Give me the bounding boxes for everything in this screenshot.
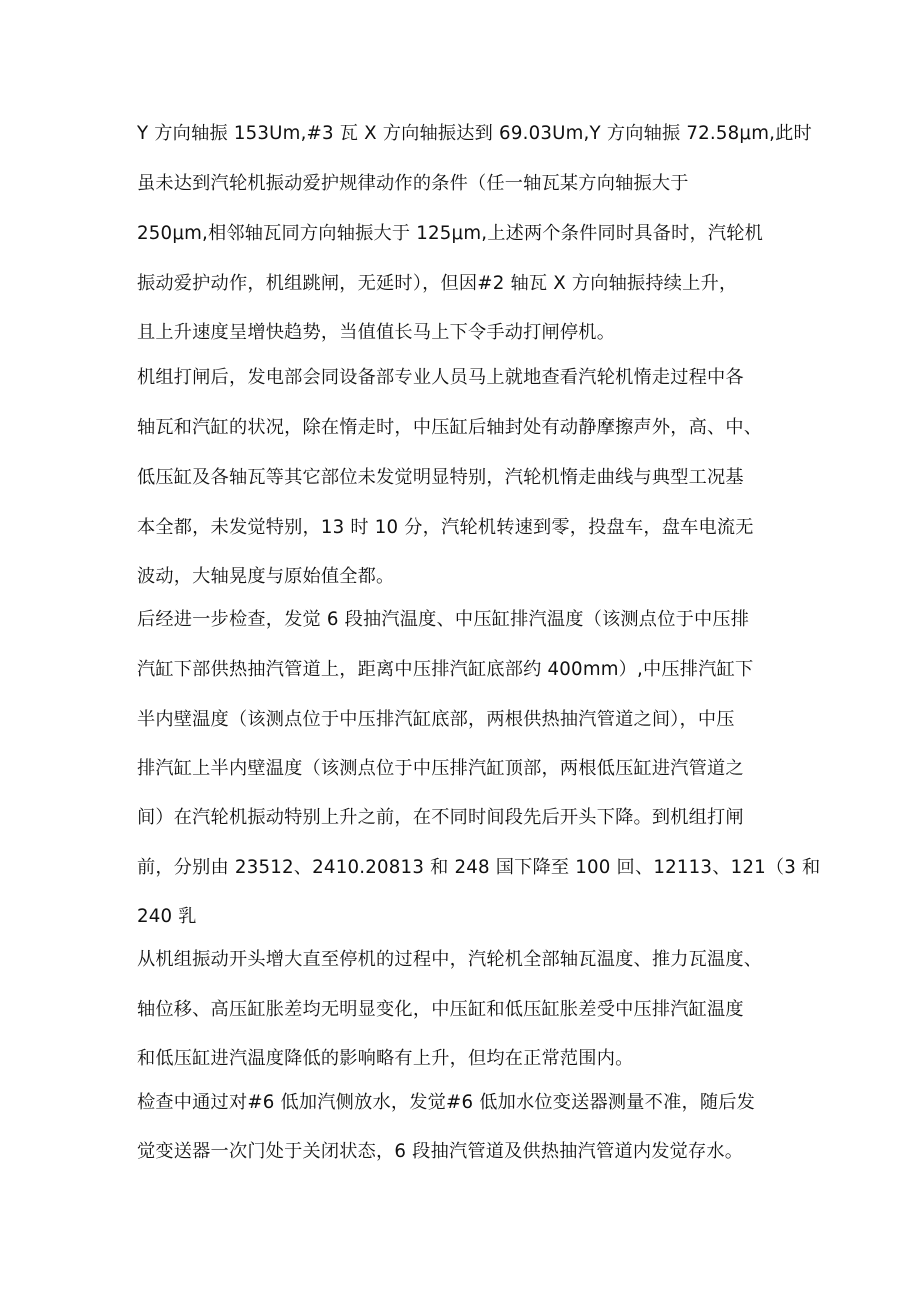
text-line: Y 方向轴振 153Um,#3 瓦 X 方向轴振达到 69.03Um,Y 方向轴振 72.58μm,此时: [137, 123, 812, 144]
text-line: 振动爱护动作，机组跳闸，无延时），但因#2 轴瓦 X 方向轴振持续上升，: [137, 273, 738, 294]
text-line: 轴瓦和汽缸的状况，除在惰走时，中压缸后轴封处有动静摩擦声外，高、中、: [137, 417, 763, 438]
text-line: 排汽缸上半内壁温度（该测点位于中压排汽缸顶部，两根低压缸进汽管道之: [137, 758, 744, 779]
text-line: 波动，大轴晃度与原始值全都。: [137, 566, 395, 587]
text-line: 从机组振动开头增大直至停机的过程中，汽轮机全部轴瓦温度、推力瓦温度、: [137, 949, 763, 970]
text-line: 检查中通过对#6 低加汽侧放水，发觉#6 低加水位变送器测量不准，随后发: [137, 1092, 756, 1113]
text-line: 本全都，未发觉特别，13 时 10 分，汽轮机转速到零，投盘车，盘车电流无: [137, 517, 754, 538]
text-line: 汽缸下部供热抽汽管道上，距离中压排汽缸底部约 400mm）,中压排汽缸下: [137, 659, 754, 680]
text-line: 虽未达到汽轮机振动爱护规律动作的条件（任一轴瓦某方向轴振大于: [137, 173, 689, 194]
text-line: 前，分别由 23512、2410.20813 和 248 国下降至 100 回、12113、121（3 和: [137, 857, 821, 878]
text-line: 后经进一步检查，发觉 6 段抽汽温度、中压缸排汽温度（该测点位于中压排: [137, 609, 750, 630]
text-line: 250μm,相邻轴瓦同方向轴振大于 125μm,上述两个条件同时具备时，汽轮机: [137, 223, 764, 244]
text-line: 半内壁温度（该测点位于中压排汽缸底部，两根供热抽汽管道之间），中压: [137, 709, 735, 730]
text-line: 和低压缸进汽温度降低的影响略有上升，但均在正常范围内。: [137, 1048, 634, 1069]
text-line: 240 乳: [137, 906, 197, 927]
text-line: 低压缸及各轴瓦等其它部位未发觉明显特别，汽轮机惰走曲线与典型工况基: [137, 467, 744, 488]
text-line: 轴位移、高压缸胀差均无明显变化，中压缸和低压缸胀差受中压排汽缸温度: [137, 999, 744, 1020]
text-line: 觉变送器一次门处于关闭状态，6 段抽汽管道及供热抽汽管道内发觉存水。: [137, 1141, 744, 1162]
text-line: 间）在汽轮机振动特别上升之前，在不同时间段先后开头下降。到机组打闸: [137, 807, 744, 828]
text-line: 且上升速度呈增快趋势，当值值长马上下令手动打闸停机。: [137, 322, 616, 343]
text-line: 机组打闸后，发电部会同设备部专业人员马上就地查看汽轮机惰走过程中各: [137, 367, 744, 388]
